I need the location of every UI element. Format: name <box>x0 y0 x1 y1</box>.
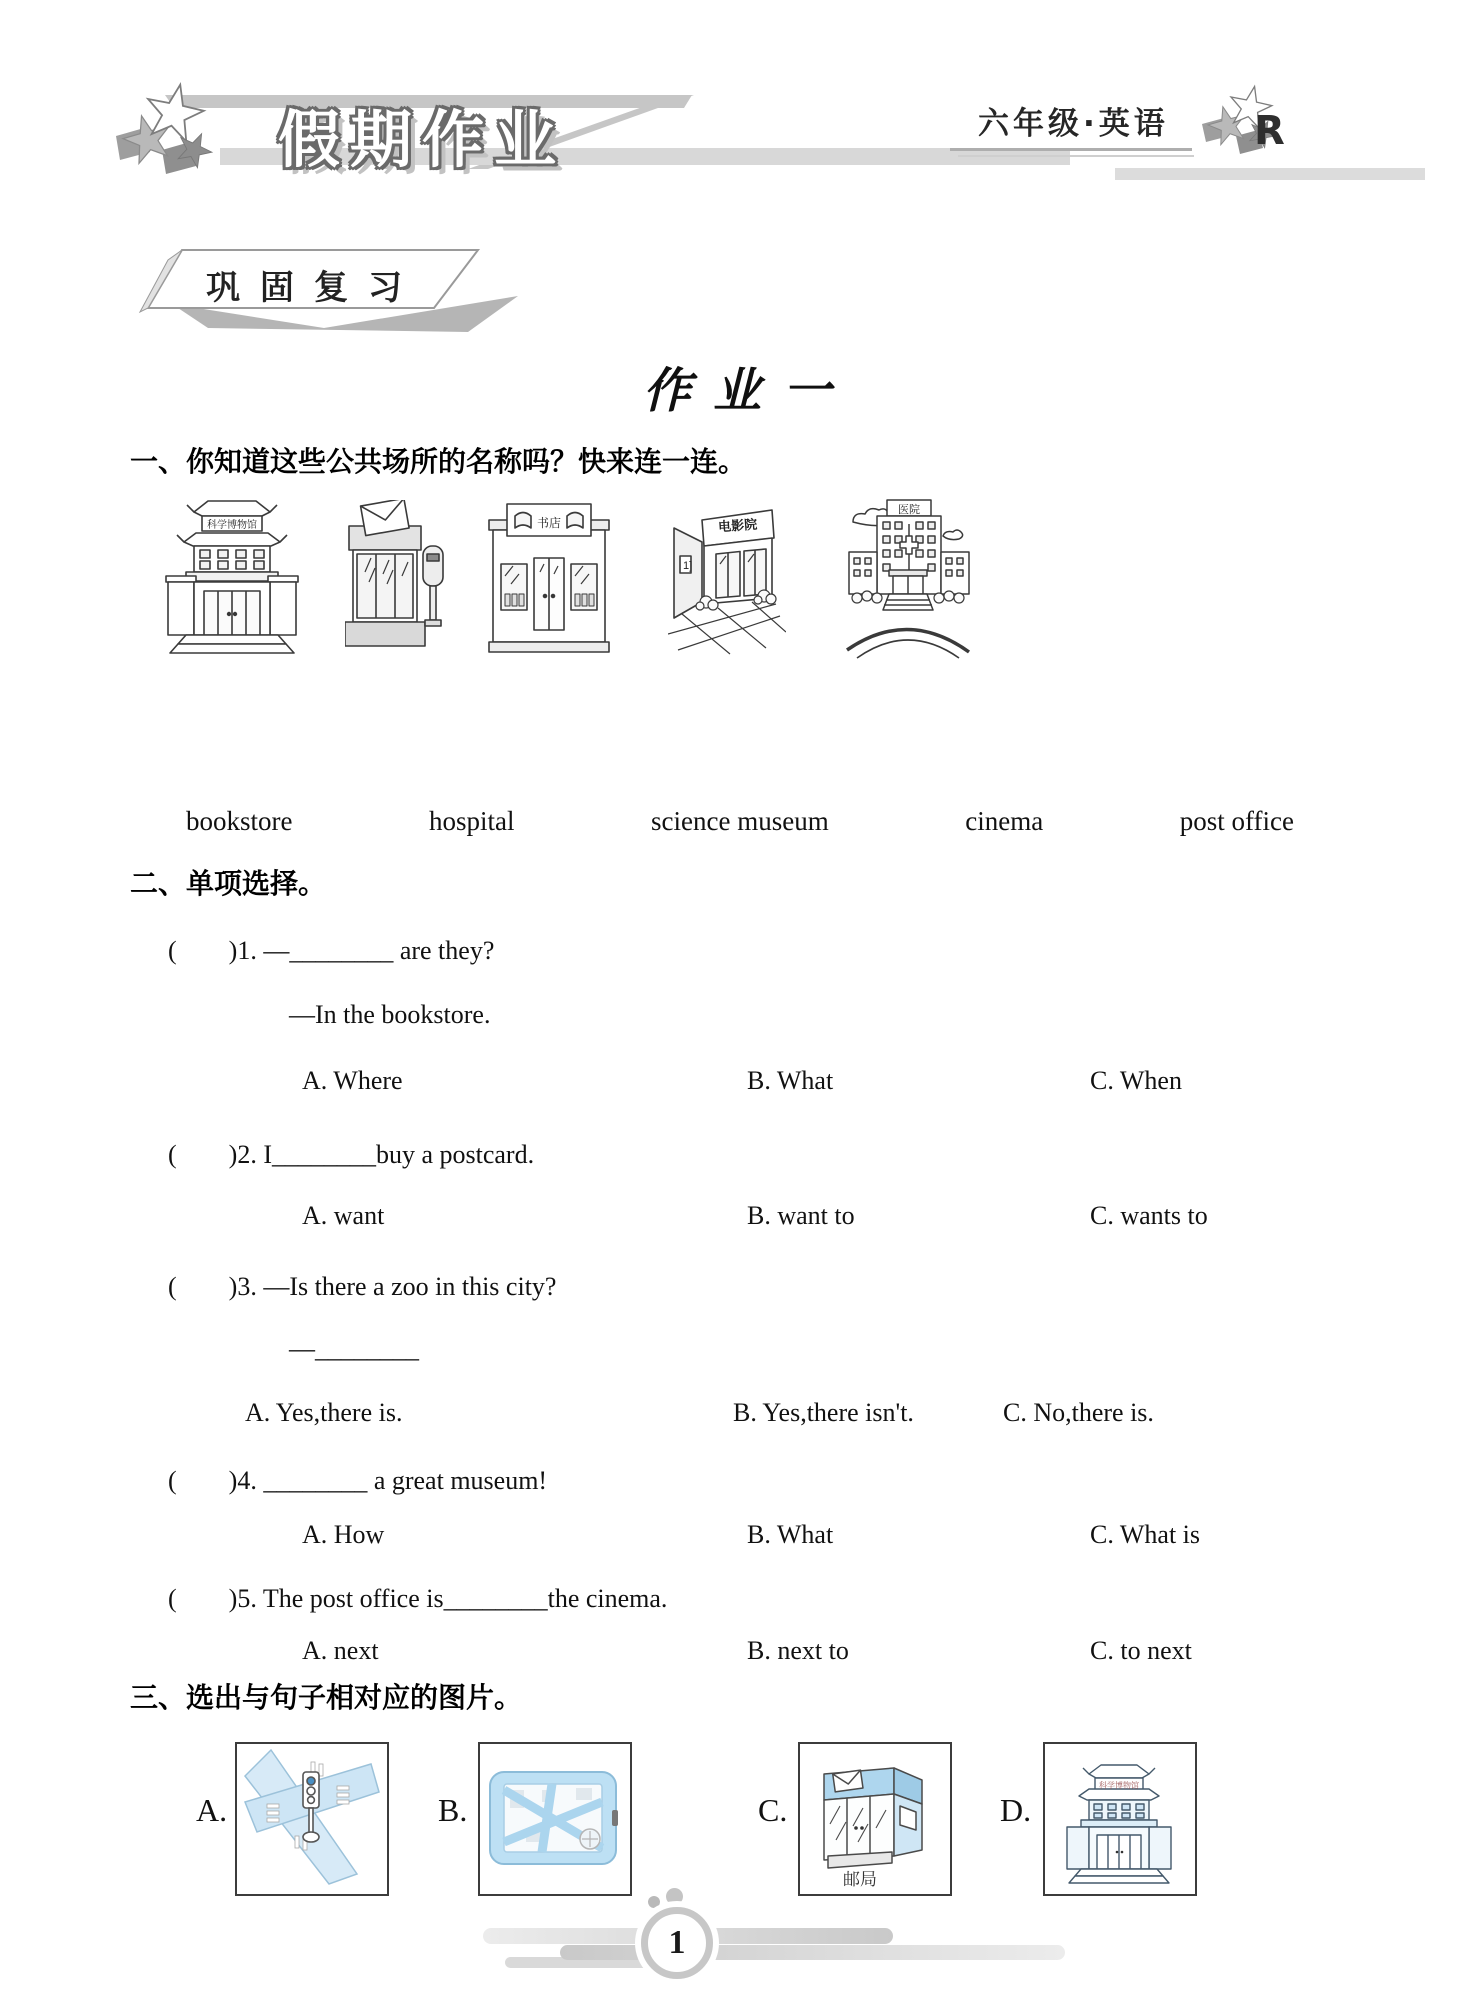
question-4-line1: ( )4. ________ a great museum! <box>168 1466 548 1495</box>
option-a: A. Where <box>302 1066 403 1095</box>
question-5-options <box>0 1636 1458 1672</box>
picture-option-a <box>235 1742 389 1896</box>
word-bank-item: post office <box>1179 806 1294 836</box>
science-museum-illustration <box>158 492 306 662</box>
section3-heading: 三、选出与句子相对应的图片。 <box>130 1681 523 1714</box>
question-3-line1: ( )3. —Is there a zoo in this city? <box>168 1272 557 1301</box>
map-tablet-illustration <box>480 1744 626 1890</box>
edition-letter: R <box>1254 108 1285 154</box>
option-a: A. next <box>302 1636 379 1665</box>
picture-option-d <box>1043 1742 1197 1896</box>
option-c: C. When <box>1090 1066 1182 1095</box>
grade-subject-label: 六年级·英语 <box>978 106 1169 142</box>
picture-option-b <box>478 1742 632 1896</box>
cinema-sign: 电影院 <box>717 516 758 535</box>
option-b: B. next to <box>747 1636 849 1665</box>
question-1-line1: ( )1. —________ are they? <box>168 936 495 965</box>
science-museum-mini-illustration <box>1045 1744 1191 1890</box>
option-b: B. What <box>747 1520 834 1549</box>
option-a: A. want <box>302 1201 385 1230</box>
picture-option-c <box>798 1742 952 1896</box>
question-2-line1: ( )2. I________buy a postcard. <box>168 1140 535 1169</box>
science-museum-sign: 科学博物馆 <box>207 520 257 531</box>
option-b: B. Yes,there isn't. <box>733 1398 914 1427</box>
crossroad-illustration <box>237 1744 383 1890</box>
hospital-sign: 医院 <box>898 504 920 516</box>
question-3-line2: —________ <box>289 1334 419 1363</box>
booklet-logo-title: 假期作业 <box>278 103 567 176</box>
word-bank-item: cinema <box>965 806 1044 836</box>
option-b: B. What <box>747 1066 834 1095</box>
word-bank-item: bookstore <box>186 806 293 836</box>
science-museum-mini-sign: 科学博物馆 <box>1099 1781 1139 1790</box>
section1-heading: 一、你知道这些公共场所的名称吗？快来连一连。 <box>130 445 747 478</box>
bookstore-sign: 书店 <box>536 516 562 530</box>
section2-heading: 二、单项选择。 <box>130 867 327 900</box>
cinema-illustration <box>668 498 786 656</box>
question-1-options <box>0 1066 1458 1102</box>
question-4-options <box>0 1520 1458 1556</box>
option-c: C. wants to <box>1090 1201 1208 1230</box>
question-2-options <box>0 1201 1458 1237</box>
svg-text:1]: 1] <box>683 560 693 572</box>
page-number: 1 <box>641 1907 713 1979</box>
post-office-mini-sign: 邮局 <box>843 1870 877 1889</box>
word-bank <box>186 806 1294 837</box>
picture-label-d: D. <box>1000 1792 1032 1828</box>
post-office-mini-illustration <box>800 1744 946 1890</box>
post-office-illustration <box>345 500 445 658</box>
question-5-line1: ( )5. The post office is________the cinema. <box>168 1584 668 1613</box>
question-3-options <box>0 1398 1458 1434</box>
footer-dot <box>666 1888 683 1905</box>
picture-label-b: B. <box>438 1792 468 1828</box>
footer-decoration-bar <box>560 1945 1065 1960</box>
star-cluster-icon <box>106 78 236 186</box>
option-a: A. How <box>302 1520 385 1549</box>
option-a: A. Yes,there is. <box>245 1398 403 1427</box>
review-banner <box>138 246 548 346</box>
bookstore-illustration <box>485 502 613 654</box>
homework-title: 作业一 <box>642 363 853 419</box>
question-1-line2: —In the bookstore. <box>289 1000 491 1029</box>
option-c: C. What is <box>1090 1520 1201 1549</box>
picture-label-c: C. <box>758 1792 788 1828</box>
option-b: B. want to <box>747 1201 855 1230</box>
option-c: C. No,there is. <box>1003 1398 1154 1427</box>
option-c: C. to next <box>1090 1636 1192 1665</box>
picture-label-a: A. <box>196 1792 228 1828</box>
review-banner-label: 巩固复习 <box>206 268 422 308</box>
footer-dot <box>648 1896 660 1908</box>
word-bank-item: science museum <box>651 806 829 836</box>
hospital-illustration <box>845 496 971 660</box>
word-bank-item: hospital <box>429 806 515 836</box>
